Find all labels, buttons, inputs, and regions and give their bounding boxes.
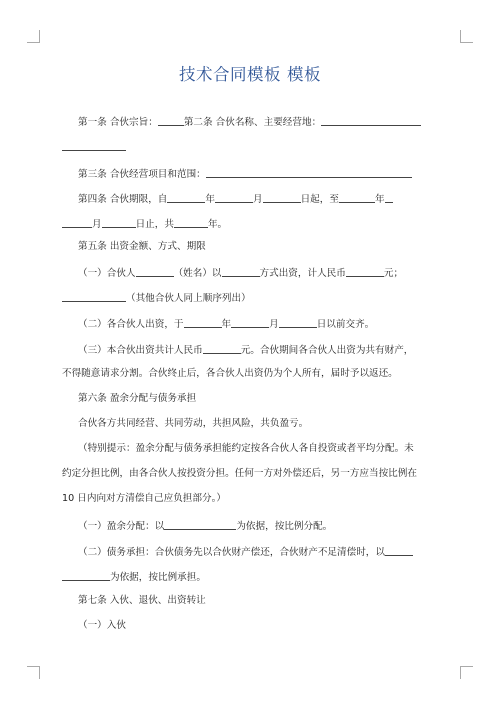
- text: 年: [374, 194, 385, 205]
- blank-field[interactable]: [206, 166, 412, 178]
- blank-field[interactable]: [222, 265, 260, 277]
- blank-field[interactable]: [279, 316, 317, 328]
- corner-mark-top-right: [460, 30, 473, 43]
- clause-6-item-1: [62, 518, 468, 534]
- corner-mark-bottom-left: [27, 666, 40, 679]
- clause-5-item-2: [62, 316, 468, 332]
- blank-field[interactable]: [385, 191, 393, 203]
- title-suffix: 模板: [287, 65, 321, 84]
- blank-field[interactable]: [102, 216, 136, 228]
- clause-3: [62, 166, 468, 182]
- blank-field[interactable]: [385, 544, 413, 556]
- blank-field[interactable]: [321, 114, 421, 126]
- special-note-line-2: 约定分担比例，由各合伙人按投资分担。任何一方对外偿还后，另一方应当按比例在: [62, 468, 417, 479]
- clause-7-heading: 第七条 入伙、退伙、出资转让: [78, 595, 206, 606]
- blank-field[interactable]: [62, 216, 92, 228]
- clause-2-continued: [62, 139, 452, 155]
- blank-field[interactable]: [62, 569, 110, 581]
- text: 为依据，按比例分配。: [236, 521, 333, 532]
- clause-2-label: 第二条 合伙名称、主要经营地：: [183, 117, 322, 128]
- text: 元；: [383, 268, 404, 279]
- text: （其他合伙人同上顺序列出）: [126, 293, 251, 304]
- text: 日止，共: [135, 219, 174, 230]
- corner-mark-top-left: [27, 30, 40, 43]
- blank-field[interactable]: [184, 316, 222, 328]
- blank-field[interactable]: [167, 191, 205, 203]
- text: （一）盈余分配：以: [78, 521, 165, 532]
- clause-6-item-2-continued: [62, 569, 452, 585]
- blank-field[interactable]: [158, 114, 184, 126]
- blank-field[interactable]: [346, 265, 384, 277]
- text: 方式出资，计人民币: [259, 268, 346, 279]
- text: 年。: [207, 219, 228, 230]
- clause-6-item-2: [62, 544, 468, 560]
- clause-6-text: 合伙各方共同经营、共同劳动，共担风险，共负盈亏。: [78, 418, 309, 429]
- text: 为依据，按比例承担。: [110, 572, 206, 583]
- clause-5-item-1-continued: [62, 290, 452, 306]
- title-main: 技术合同模板: [179, 65, 281, 84]
- text: 月: [253, 194, 263, 205]
- blank-field[interactable]: [62, 290, 126, 302]
- clause-3-label: 第三条 合伙经营项目和范围：: [78, 169, 206, 180]
- text: 第四条 合伙期限，自: [78, 194, 168, 205]
- blank-field[interactable]: [339, 191, 375, 203]
- text: 月: [269, 319, 279, 330]
- blank-field[interactable]: [136, 265, 174, 277]
- clause-6-heading: 第六条 盈余分配与债务承担: [78, 393, 197, 404]
- clause-5-heading: 第五条 出资金额、方式、期限: [78, 241, 206, 252]
- blank-field[interactable]: [231, 316, 269, 328]
- clause-4: [62, 191, 468, 207]
- blank-field[interactable]: [203, 342, 241, 354]
- blank-field[interactable]: [62, 139, 126, 151]
- text: （二）各合伙人出资，于: [78, 319, 184, 330]
- clause-5-item-3-continued: 不得随意请求分割。合伙终止后，各合伙人出资仍为个人所有，届时予以返还。: [62, 368, 398, 379]
- text: 日起，至: [300, 194, 339, 205]
- clause-5-item-1: [62, 265, 468, 281]
- blank-field[interactable]: [164, 518, 236, 530]
- text: （姓名）以: [173, 268, 222, 279]
- text: 日以前交齐。: [316, 319, 375, 330]
- text: （一）合伙人: [78, 268, 136, 279]
- blank-field[interactable]: [174, 216, 208, 228]
- clause-1-label: 第一条 合伙宗旨：: [78, 117, 158, 128]
- corner-mark-bottom-right: [460, 666, 473, 679]
- special-note-line-3: 10 日内向对方清偿自己应负担部分。）: [62, 493, 226, 504]
- document-title: [0, 61, 500, 85]
- clause-4-continued: [62, 216, 452, 232]
- blank-field[interactable]: [263, 191, 301, 203]
- text: 元。合伙期间各合伙人出资为共有财产，: [240, 345, 414, 356]
- text: 月: [92, 219, 102, 230]
- blank-field[interactable]: [215, 191, 253, 203]
- text: 年: [205, 194, 215, 205]
- special-note-line-1: （特别提示：盈余分配与债务承担能约定按各合伙人各自投资或者平均分配。未: [78, 443, 414, 454]
- clause-7-item-1: （一）入伙: [78, 620, 126, 631]
- clause-1-2: [62, 114, 468, 130]
- text: （二）债务承担：合伙债务先以合伙财产偿还，合伙财产不足清偿时，以: [78, 547, 385, 558]
- text: （三）本合伙出资共计人民币: [78, 345, 203, 356]
- clause-5-item-3: [62, 342, 468, 358]
- text: 年: [221, 319, 232, 330]
